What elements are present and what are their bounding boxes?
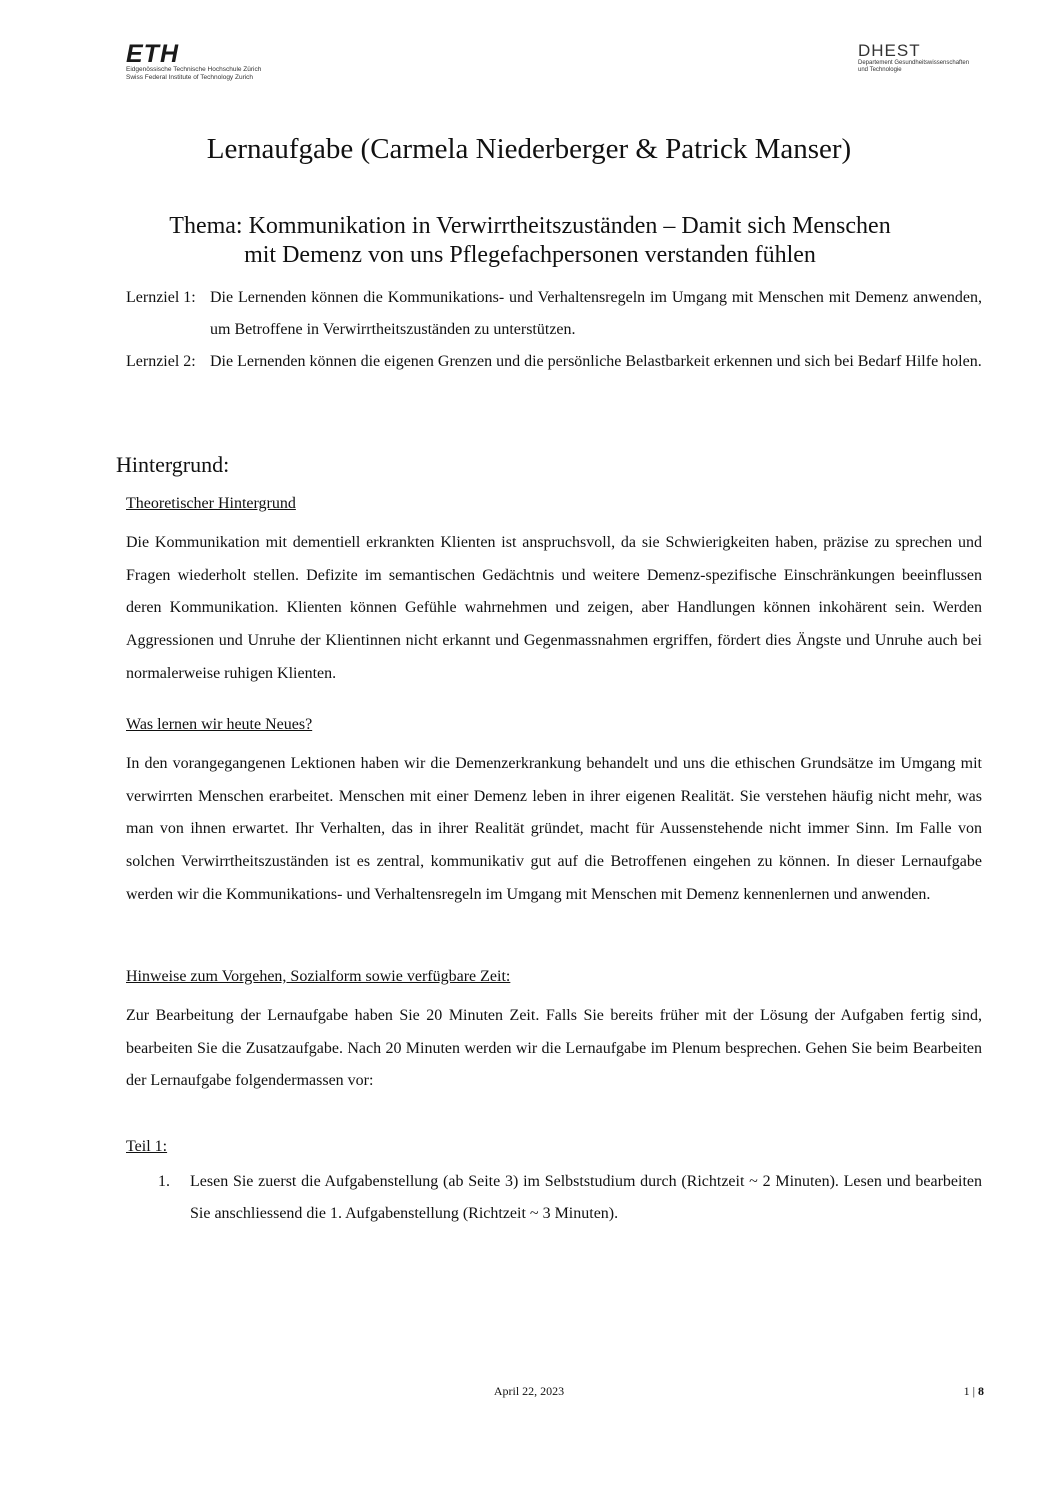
list-item-number: 1. xyxy=(158,1173,170,1190)
page-total: 8 xyxy=(978,1384,984,1398)
section-title: Was lernen wir heute Neues? xyxy=(126,716,313,733)
page-separator: | xyxy=(972,1384,975,1398)
section-title: Hinweise zum Vorgehen, Sozialform sowie verfügbare Zeit: xyxy=(126,968,511,985)
page-number xyxy=(964,1384,984,1399)
thema-line-1: Thema: Kommunikation in Verwirrtheitszuständen – Damit sich Menschen xyxy=(169,213,891,239)
lernziel-1 xyxy=(126,282,982,346)
lernziel-2 xyxy=(126,346,982,378)
section-title: Theoretischer Hintergrund xyxy=(126,495,296,512)
lernziel-text: Die Lernenden können die eigenen Grenzen und die persönliche Belastbarkeit erkennen und sich bei Bedarf Hilfe holen. xyxy=(210,353,982,370)
document-title: Lernaufgabe (Carmela Niederberger & Patrick Manser) xyxy=(206,133,852,165)
dhest-logo-word: DHEST xyxy=(858,41,921,60)
lernziel-text: Die Lernenden können die Kommunikations- und Verhaltensregeln im Umgang mit Menschen mit Demenz anwenden, um Betroffene in Verwirrtheitszuständen zu unterstützen. xyxy=(210,289,982,338)
lernziel-label: Lernziel 2: xyxy=(126,353,196,370)
teil-1-title: Teil 1: xyxy=(126,1138,168,1155)
dhest-logo-line2: und Technologie xyxy=(858,67,902,73)
thema-line-2: mit Demenz von uns Pflegefachpersonen verstanden fühlen xyxy=(244,242,816,268)
list-item-text: Lesen Sie zuerst die Aufgabenstellung (ab Seite 3) im Selbststudium durch (Richtzeit ~ 2 Minuten). Lesen und bearbeiten Sie anschliessend die 1. Aufgabenstellung (Richtzeit ~ 3 Minuten). xyxy=(190,1173,982,1222)
hintergrund-heading: Hintergrund: xyxy=(116,452,230,477)
page-current: 1 xyxy=(963,1384,970,1398)
dhest-logo-line1: Departement Gesundheitswissenschaften xyxy=(858,60,970,66)
section-text: Zur Bearbeitung der Lernaufgabe haben Sie 20 Minuten Zeit. Falls Sie bereits früher mit der Lösung der Aufgaben fertig sind, bearbeiten Sie die Zusatzaufgabe. Nach 20 Minuten werden wir die Lernaufgabe im Plenum besprechen. Gehen Sie beim Bearbeiten der Lernaufgabe folgendermassen vor: xyxy=(126,1007,982,1090)
eth-logo-line1: Eidgenössische Technische Hochschule Zürich xyxy=(126,66,262,73)
thema-heading xyxy=(60,212,1000,270)
eth-logo-line2: Swiss Federal Institute of Technology Zurich xyxy=(126,74,254,81)
eth-logo xyxy=(126,42,261,82)
dhest-logo xyxy=(858,42,969,74)
section-text: In den vorangegangenen Lektionen haben wir die Demenzerkrankung behandelt und uns die ethischen Grundsätze im Umgang mit verwirrten Menschen erarbeitet. Menschen mit einer Demenz leben in ihrer eigenen Realität. Sie verstehen häufig nicht mehr, was man von ihnen erwartet. Ihr Verhalten, das in ihrer Realität gründet, macht für Aussenstehende nicht immer Sinn. Im Falle von solchen Verwirrtheitszuständen ist es zentral, kommunikativ gut auf die Betroffenen eingehen zu können. In dieser Lernaufgabe werden wir die Kommunikations- und Verhaltensregeln im Umgang mit Menschen mit Demenz kennenlernen und anwenden. xyxy=(126,755,982,903)
lernziel-label: Lernziel 1: xyxy=(126,289,196,306)
list-item xyxy=(158,1166,982,1230)
footer-date: April 22, 2023 xyxy=(493,1384,565,1398)
eth-logo-word: ETH xyxy=(126,40,179,68)
section-text: Die Kommunikation mit dementiell erkrankten Klienten ist anspruchsvoll, da sie Schwierigkeiten haben, präzise zu sprechen und Fragen wiederholt stellen. Defizite im semantischen Gedächtnis und weitere Demenz-spezifische Einschränkungen beeinflussen deren Kommunikation. Klienten können Gefühle wahrnehmen und zeigen, aber Handlungen können inkohärent sein. Werden Aggressionen und Unruhe der Klientinnen nicht erkannt und Gegenmassnahmen ergriffen, fördert dies Ängste und Unruhe auch bei normalerweise ruhigen Klienten. xyxy=(126,534,982,682)
